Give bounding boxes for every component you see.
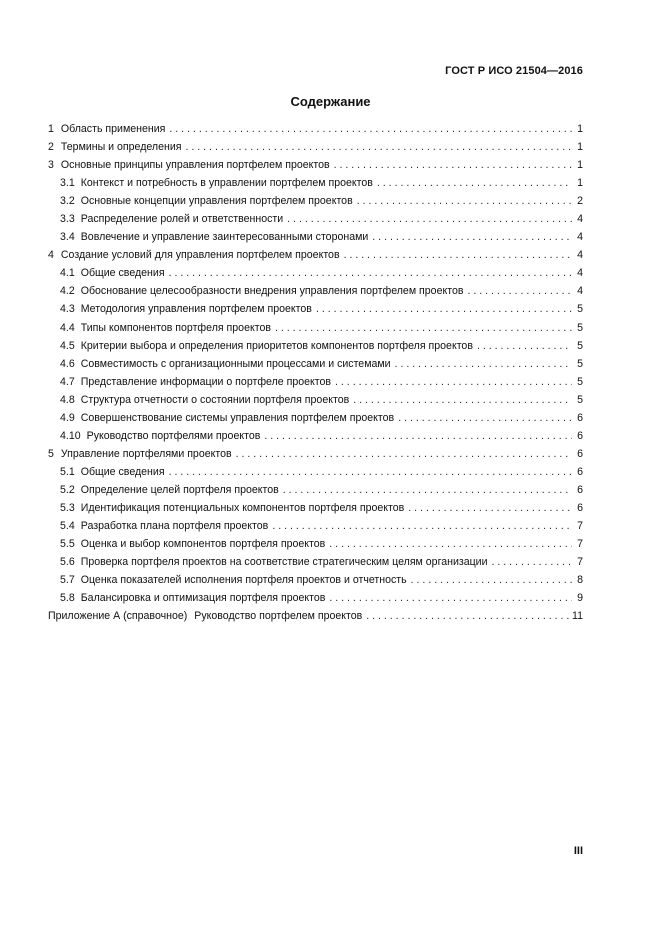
toc-dot-leader (236, 445, 572, 463)
toc-entry-title: Общие сведения (80, 465, 165, 478)
toc-entry[interactable] (48, 120, 583, 138)
toc-entry-number: 5.8 (60, 592, 75, 605)
toc-dot-leader (329, 535, 572, 553)
toc-entry-page: 5 (577, 321, 583, 334)
toc-entry-page: 9 (577, 592, 583, 605)
toc-dot-leader (344, 246, 572, 264)
toc-entry[interactable] (48, 553, 583, 571)
toc-dot-leader (411, 571, 572, 589)
toc-entry-number: 5 (48, 447, 54, 460)
toc-entry-title: Балансировка и оптимизация портфеля проектов (80, 592, 326, 605)
toc-entry-page: 4 (577, 285, 583, 298)
toc-entry[interactable] (48, 355, 583, 373)
toc-entry-title: Идентификация потенциальных компонентов портфеля проектов (80, 501, 405, 514)
toc-entry-page: 4 (577, 213, 583, 226)
toc-entry-title: Совершенствование системы управления портфелем проектов (80, 411, 395, 424)
toc-dot-leader (467, 282, 572, 300)
toc-dot-leader (366, 607, 569, 625)
toc-entry-title: Критерии выбора и определения приоритетов компонентов портфеля проектов (80, 339, 473, 352)
toc-entry-page: 5 (577, 393, 583, 406)
toc-entry-number: Приложение А (справочное) (48, 610, 188, 623)
toc-entry[interactable] (48, 571, 583, 589)
toc-dot-leader (186, 138, 572, 156)
toc-dot-leader (372, 228, 572, 246)
toc-entry[interactable] (48, 463, 583, 481)
toc-dot-leader (377, 174, 572, 192)
toc-entry-title: Контекст и потребность в управлении портфелем проектов (80, 177, 373, 190)
toc-entry[interactable] (48, 156, 583, 174)
toc-dot-leader (353, 391, 572, 409)
toc-entry-number: 4.3 (60, 303, 75, 316)
toc-entry-number: 3.2 (60, 195, 75, 208)
toc-entry-title: Термины и определения (60, 141, 182, 154)
toc-entry[interactable] (48, 192, 583, 210)
toc-entry-number: 5.4 (60, 520, 75, 533)
toc-entry-number: 5.1 (60, 465, 75, 478)
table-of-contents (48, 120, 583, 625)
toc-entry-number: 4.10 (60, 429, 81, 442)
toc-dot-leader (287, 210, 572, 228)
toc-entry-page: 6 (577, 447, 583, 460)
toc-entry-title: Обоснование целесообразности внедрения управления портфелем проектов (80, 285, 464, 298)
toc-entry[interactable] (48, 138, 583, 156)
toc-entry-page: 5 (577, 303, 583, 316)
toc-entry-number: 5.5 (60, 538, 75, 551)
toc-dot-leader (477, 337, 572, 355)
toc-entry-title: Оценка показателей исполнения портфеля проектов и отчетность (80, 574, 407, 587)
toc-entry-title: Структура отчетности о состоянии портфеля проектов (80, 393, 350, 406)
toc-entry-page: 11 (572, 610, 583, 623)
toc-entry-number: 4 (48, 249, 54, 262)
toc-entry-number: 3.3 (60, 213, 75, 226)
toc-dot-leader (169, 120, 572, 138)
toc-entry[interactable] (48, 174, 583, 192)
toc-dot-leader (335, 373, 572, 391)
toc-entry-title: Вовлечение и управление заинтересованными сторонами (80, 231, 369, 244)
toc-entry-title: Руководство портфелем проектов (194, 610, 363, 623)
toc-entry-page: 6 (577, 465, 583, 478)
toc-title: Содержание (290, 94, 371, 109)
toc-dot-leader (398, 409, 572, 427)
toc-entry[interactable] (48, 373, 583, 391)
document-code: ГОСТ Р ИСО 21504—2016 (445, 65, 583, 77)
toc-entry-page: 4 (577, 267, 583, 280)
toc-entry-page: 6 (577, 483, 583, 496)
toc-entry-page: 7 (577, 520, 583, 533)
toc-entry-page: 6 (577, 429, 583, 442)
toc-entry[interactable] (48, 300, 583, 318)
toc-dot-leader (334, 156, 572, 174)
toc-dot-leader (283, 481, 572, 499)
toc-entry[interactable] (48, 391, 583, 409)
toc-entry-page: 5 (577, 339, 583, 352)
toc-entry-number: 3.1 (60, 177, 75, 190)
toc-entry-number: 4.4 (60, 321, 75, 334)
toc-entry-number: 4.7 (60, 375, 75, 388)
toc-dot-leader (329, 589, 572, 607)
toc-entry-page: 6 (577, 411, 583, 424)
toc-entry[interactable] (48, 282, 583, 300)
toc-entry-title: Общие сведения (80, 267, 165, 280)
toc-dot-leader (275, 319, 572, 337)
toc-entry-title: Основные принципы управления портфелем проектов (60, 159, 330, 172)
toc-entry-number: 5.6 (60, 556, 75, 569)
toc-entry-title: Разработка плана портфеля проектов (80, 520, 269, 533)
toc-dot-leader (169, 264, 572, 282)
toc-entry-page: 1 (577, 123, 583, 135)
toc-entry-page: 1 (577, 141, 583, 154)
toc-dot-leader (357, 192, 572, 210)
toc-entry-number: 4.8 (60, 393, 75, 406)
toc-entry-page: 4 (577, 231, 583, 244)
toc-entry-page: 7 (577, 538, 583, 551)
toc-dot-leader (395, 355, 572, 373)
toc-entry-page: 6 (577, 501, 583, 514)
toc-dot-leader (492, 553, 572, 571)
toc-entry-page: 4 (577, 249, 583, 262)
toc-entry-number: 3 (48, 159, 54, 172)
toc-entry[interactable] (48, 535, 583, 553)
toc-entry[interactable] (48, 210, 583, 228)
toc-entry-title: Проверка портфеля проектов на соответствие стратегическим целям организации (80, 556, 488, 569)
toc-entry[interactable] (48, 264, 583, 282)
toc-entry[interactable] (48, 409, 583, 427)
toc-entry-page: 8 (577, 574, 583, 587)
toc-entry[interactable] (48, 246, 583, 264)
toc-entry-number: 2 (48, 141, 54, 154)
toc-entry-title: Методология управления портфелем проектов (80, 303, 312, 316)
toc-entry-title: Руководство портфелями проектов (86, 429, 261, 442)
toc-entry-title: Типы компонентов портфеля проектов (80, 321, 271, 334)
toc-entry-title: Распределение ролей и ответственности (80, 213, 284, 226)
toc-entry-page: 5 (577, 357, 583, 370)
toc-entry[interactable] (48, 228, 583, 246)
toc-entry-title: Определение целей портфеля проектов (80, 483, 279, 496)
toc-dot-leader (264, 427, 572, 445)
toc-entry[interactable] (48, 427, 583, 445)
page-number: III (573, 845, 583, 857)
toc-entry-page: 2 (577, 195, 583, 208)
toc-entry-title: Область применения (60, 123, 166, 135)
toc-entry-number: 4.1 (60, 267, 75, 280)
toc-entry[interactable] (48, 337, 583, 355)
toc-entry-page: 5 (577, 375, 583, 388)
toc-entry-number: 3.4 (60, 231, 75, 244)
toc-entry-title: Представление информации о портфеле проектов (80, 375, 332, 388)
toc-entry-page: 1 (577, 177, 583, 190)
toc-entry[interactable] (48, 607, 583, 625)
toc-dot-leader (169, 463, 572, 481)
toc-dot-leader (408, 499, 572, 517)
toc-entry[interactable] (48, 499, 583, 517)
toc-entry-number: 4.6 (60, 357, 75, 370)
toc-entry[interactable] (48, 445, 583, 463)
toc-entry-number: 5.7 (60, 574, 75, 587)
toc-dot-leader (316, 300, 572, 318)
toc-entry-title: Создание условий для управления портфелем проектов (60, 249, 340, 262)
toc-entry-number: 4.5 (60, 339, 75, 352)
toc-entry[interactable] (48, 517, 583, 535)
toc-entry-title: Совместимость с организационными процессами и системами (80, 357, 391, 370)
toc-entry-number: 5.2 (60, 483, 75, 496)
toc-entry[interactable] (48, 319, 583, 337)
toc-entry[interactable] (48, 481, 583, 499)
toc-dot-leader (272, 517, 572, 535)
toc-entry-number: 5.3 (60, 501, 75, 514)
toc-entry-title: Оценка и выбор компонентов портфеля проектов (80, 538, 326, 551)
toc-entry-number: 4.2 (60, 285, 75, 298)
toc-entry-title: Основные концепции управления портфелем проектов (80, 195, 353, 208)
toc-entry[interactable] (48, 589, 583, 607)
toc-entry-number: 1 (48, 123, 54, 135)
toc-entry-number: 4.9 (60, 411, 75, 424)
toc-entry-title: Управление портфелями проектов (60, 447, 232, 460)
toc-entry-page: 7 (577, 556, 583, 569)
toc-entry-page: 1 (577, 159, 583, 172)
